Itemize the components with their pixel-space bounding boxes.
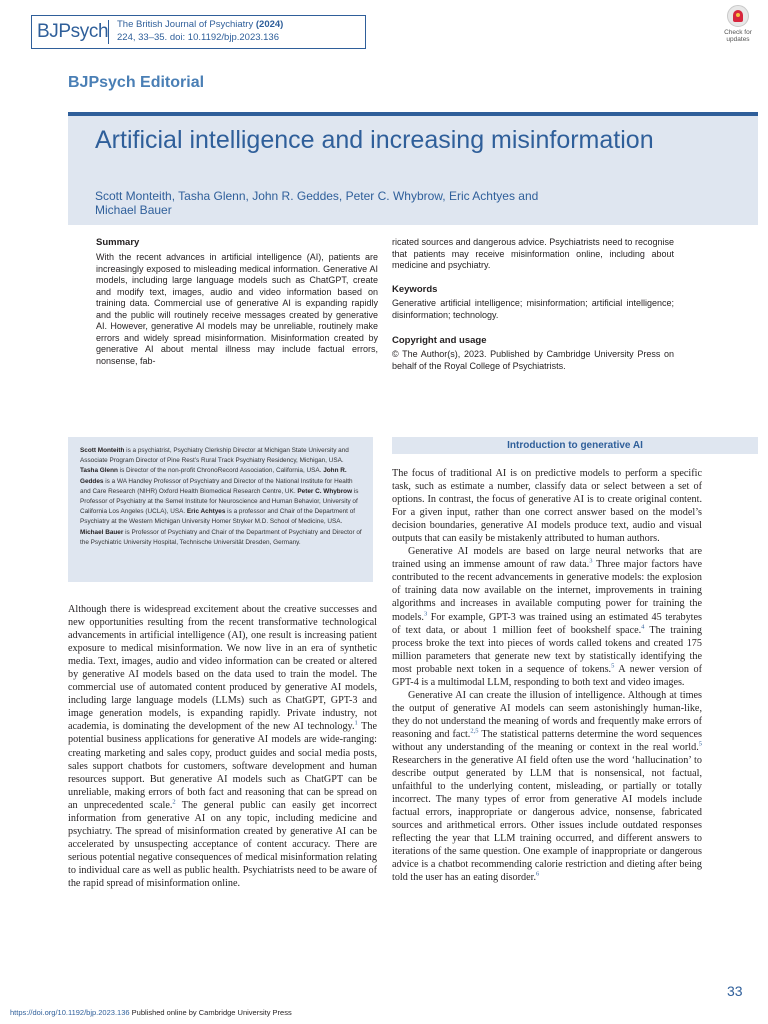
page-number: 33 xyxy=(727,983,743,999)
paragraph-text: The statistical patterns determine the word sequences without any understanding of the meaning or context in the real world. xyxy=(392,728,702,753)
title-band xyxy=(68,112,758,225)
bio-author-name: Michael Bauer xyxy=(80,528,124,536)
intro-heading-bar xyxy=(392,437,758,454)
logo-divider xyxy=(108,20,109,44)
summary-heading: Summary xyxy=(96,237,140,248)
bio-author-description: is a professor and Chair of the Department of Psychiatry at the Western Michigan University Homer Stryker M.D. School of Medicine, USA. xyxy=(80,508,356,526)
bio-author-description: is Professor of Psychiatry and Chair of the Department of Psychiatry and Director of the Psychiatric University Hospital, Technische Universität Dresden, Germany. xyxy=(80,528,362,546)
paragraph-text: Generative AI can create the illusion of intelligence. Although at times the output of generative AI models can seem astonishingly human-like, they do not understand the meaning of words and frequently make errors of reasoning and fact. xyxy=(392,689,702,740)
article-authors: Scott Monteith, Tasha Glenn, John R. Geddes, Peter C. Whybrow, Eric Achtyes and Michael Bauer xyxy=(95,189,539,217)
body-paragraph xyxy=(392,545,702,689)
summary-text-left: With the recent advances in artificial intelligence (AI), patients are increasingly exposed to misleading medical information. Generative AI models, including large language models such as ChatGPT, create and modify text, images, audio and video information based on training data. Commercial use of generative AI is expanding rapidly and the public will routinely receive messages created by generative AI. However, generative AI models may be unreliable, routinely make errors and widely spread misinformation. Misinformation created by generative AI about mental illness may include factual errors, nonsense, fab- xyxy=(96,252,378,366)
check-updates-label: Check for updates xyxy=(724,29,752,43)
paragraph-text: Three major factors have contributed to the recent advancements in generative models: the explosion of training data now available on the internet, improvements in training algorithms and increases in available computing power for training the models. xyxy=(392,559,702,623)
keywords-heading: Keywords xyxy=(392,284,438,295)
bio-author-name: Scott Monteith xyxy=(80,447,125,454)
article-title: Artificial intelligence and increasing misinformation xyxy=(95,126,654,154)
paragraph-text: A newer version of GPT-4 is a multimodal LLM, responding to both text and video images. xyxy=(392,663,702,688)
citation-reference[interactable]: 5 xyxy=(698,740,702,748)
bio-author-name: Eric Achtyes xyxy=(186,508,226,516)
page-footer xyxy=(10,1008,292,1017)
paragraph-text: The general public can easily get incorrect information from generative AI on any topic, including medicine and psychiatry. The spread of misinformation created by generative AI can be accelerated by unsuspecting acceptance of content accuracy. There are serious potential negative consequences of medical misinformation relating to individual care as well as public health. Psychiatrists need to be aware of the rapid spread of misinformation online. xyxy=(68,799,377,889)
paragraph-text: The focus of traditional AI is on predictive models to perform a specific task, such as estimate a number, classify data or select between a set of options. In contrast, the focus of generative AI is to create original content. For a given input, rather than one correct answer based on the model’s decision boundaries, generative AI models produce text, audio and visual outputs that can easily be mistakenly attributed to human authors. xyxy=(392,468,702,545)
journal-year: (2024) xyxy=(255,19,284,30)
body-paragraph xyxy=(392,467,702,545)
check-updates-icon xyxy=(727,5,749,27)
journal-name-line xyxy=(117,19,283,30)
paragraph-text: Although there is widespread excitement about the creative successes and new opportunities resulting from the recent transformative technological advancements in artificial intelligence (AI), one result is increasing patient exposure to medical misinformation. We now live in an era of synthetic media. Text, images, audio and video information can be created or altered by generative AI models based on the data used to train the model. The commercial use of automated content produced by generative AI models, including large language models (LLMs) such as ChatGPT, GPT-3 and image generation models, is expanding rapidly. Private industry, not academia, is dominating the development of the new AI technology. xyxy=(68,604,377,733)
journal-header xyxy=(31,15,366,49)
bookmark-dot xyxy=(736,13,740,17)
paragraph-text: The training process broke the text into pieces of words called tokens and created 175 million parameters that generate new text by statistically identifying the most probable next token in a sequence of tokens. xyxy=(392,624,702,675)
body-paragraph xyxy=(392,689,702,885)
journal-citation: 224, 33–35. doi: 10.1192/bjp.2023.136 xyxy=(117,32,279,43)
summary-text-right: ricated sources and dangerous advice. Psychiatrists need to recognise that patients may receive misinformation online, including about medicine and psychiatry. xyxy=(392,237,674,270)
bookmark-icon xyxy=(733,10,743,22)
author-bio-text xyxy=(80,446,363,548)
journal-name: The British Journal of Psychiatry xyxy=(117,19,254,30)
bio-author-description: is Director of the non-profit ChronoRecord Association, California, USA. xyxy=(117,467,324,475)
citation-reference[interactable]: 6 xyxy=(536,871,540,879)
body-paragraph xyxy=(68,603,377,890)
bio-author-name: John R. Geddes xyxy=(80,467,347,485)
bio-author-description: is Professor of Psychiatry at the Semel Institute for Neuroscience and Human Behavior, University of California Los Angeles (UCLA), USA. xyxy=(80,487,359,516)
citation-reference[interactable]: 3 xyxy=(423,610,428,618)
citation-reference[interactable]: 2 xyxy=(172,798,176,806)
intro-heading: Introduction to generative AI xyxy=(507,440,643,451)
bio-author-description: is a psychiatrist, Psychiatry Clerkship Director at Michigan State University and Associate Program Director of Pine Rest’s Rural Track Psychiatry Residency, Michigan, USA. xyxy=(80,447,349,465)
check-for-updates-badge[interactable] xyxy=(718,5,758,49)
paragraph-text: Researchers in the generative AI field often use the word ‘hallucination’ to describe output generated by LLM that is nonsensical, not factual, unfaithful to the underlying content, misleading, or partially or totally incorrect. The many types of error from generative AI models include factual errors, inappropriate or dangerous advice, nonsense, fabricated sources and arithmetical errors. Other issues include outdated responses reflecting the year that LLM training occurred, and different answers to iterations of the same question. One example of inappropriate or dangerous advice is a chatbot recommending calorie restriction and dieting after being told the user has an eating disorder. xyxy=(392,755,702,884)
paragraph-text: For example, GPT-3 was trained using an estimated 45 terabytes of text data, or about 1 million feet of bookshelf space. xyxy=(392,611,702,636)
published-online: Published online by Cambridge University Press xyxy=(131,1008,292,1017)
citation-reference[interactable]: 5 xyxy=(611,662,615,670)
author-bio-box xyxy=(68,437,373,582)
keywords-text: Generative artificial intelligence; misinformation; artificial intelligence; disinformation; technology. xyxy=(392,298,674,320)
citation-reference[interactable]: 4 xyxy=(641,623,645,631)
copyright-heading: Copyright and usage xyxy=(392,335,487,346)
copyright-text: © The Author(s), 2023. Published by Cambridge University Press on behalf of the Royal College of Psychiatrists. xyxy=(392,349,674,371)
section-label: BJPsych Editorial xyxy=(68,74,205,91)
citation-reference[interactable]: 2,5 xyxy=(470,727,479,735)
doi-link[interactable]: https://doi.org/10.1192/bjp.2023.136 xyxy=(10,1008,130,1017)
paragraph-text: The potential business applications for generative AI models are wide-ranging: creating marketing and sales copy, product guides and social media posts, sales support chatbots for customers, software development and human resources support. But generative AI models such as ChatGPT can be unreliable, making errors of both fact and reasoning that can be spread on an unprecedented scale. xyxy=(68,721,378,811)
bio-author-name: Tasha Glenn xyxy=(80,467,118,475)
left-column-body xyxy=(68,603,377,890)
citation-reference[interactable]: 1 xyxy=(354,720,358,728)
bio-author-name: Peter C. Whybrow xyxy=(297,487,353,495)
right-column-body xyxy=(392,467,702,885)
bio-author-description: is a WA Handley Professor of Psychiatry and Director of the National Institute for Health and Care Research (NIHR) Oxford Health Biomedical Research Centre, UK. xyxy=(80,477,353,495)
journal-logo: BJPsych xyxy=(37,21,109,42)
citation-reference[interactable]: 3 xyxy=(589,557,593,565)
paragraph-text: Generative AI models are based on large neural networks that are trained using an immense amount of raw data. xyxy=(392,546,702,571)
